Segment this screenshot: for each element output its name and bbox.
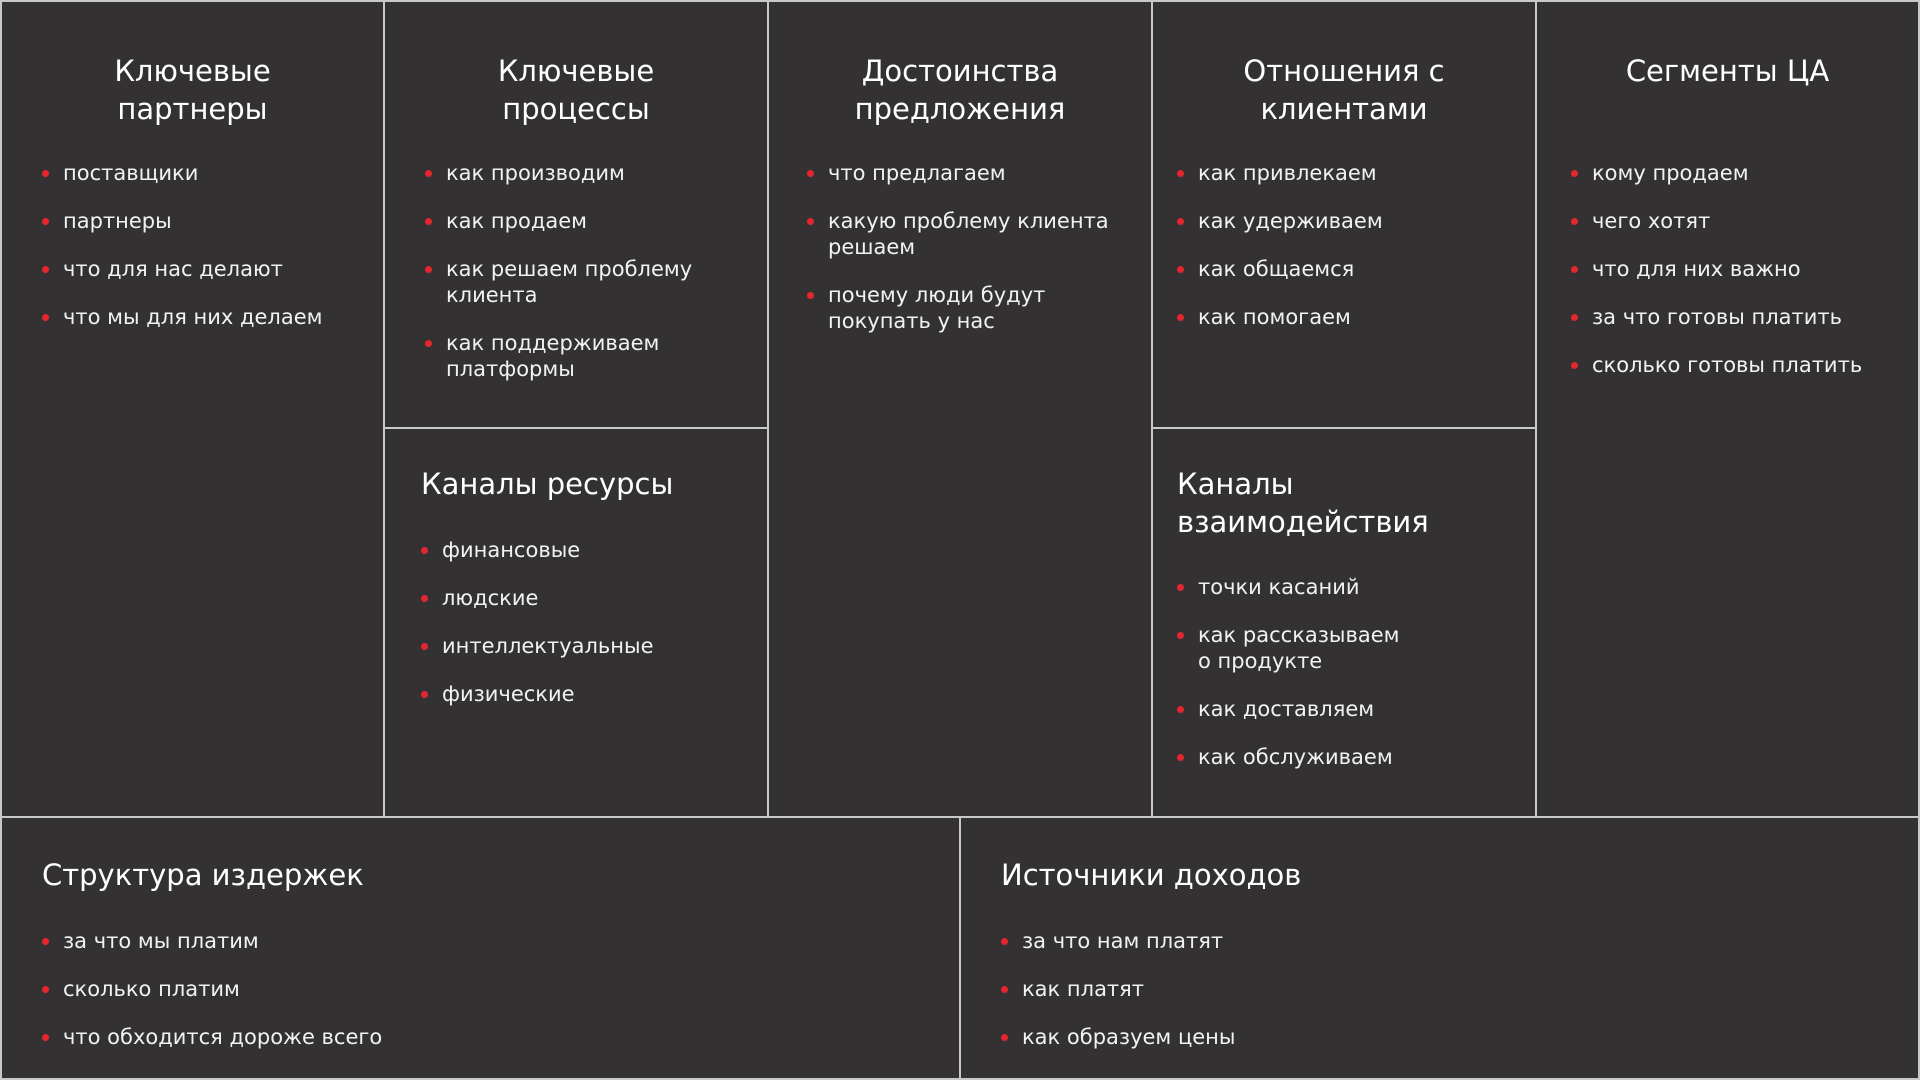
interaction-channels-block — [1151, 427, 1537, 818]
key-processes-title: Ключевые процессы — [497, 54, 655, 126]
list-item-text: какую проблему клиента решаем — [828, 209, 1109, 259]
list-item-text: как помогаем — [1198, 305, 1351, 329]
list-item — [42, 976, 949, 1002]
bullet-dot-icon — [1001, 1034, 1008, 1041]
list-item-text: кому продаем — [1592, 161, 1749, 185]
bullet-dot-icon — [807, 218, 814, 225]
bullet-dot-icon — [425, 266, 432, 273]
list-item — [807, 208, 1141, 260]
list-item — [421, 633, 757, 659]
list-item — [1177, 160, 1525, 186]
bullet-dot-icon — [42, 266, 49, 273]
list-item — [1571, 304, 1908, 330]
bullet-dot-icon — [42, 986, 49, 993]
bullet-dot-icon — [421, 595, 428, 602]
interaction-channels-list — [1177, 574, 1525, 792]
resource-channels-block — [383, 427, 769, 818]
list-item-text: за что нам платят — [1022, 929, 1224, 953]
list-item-text: как платят — [1022, 977, 1145, 1001]
bullet-dot-icon — [1177, 706, 1184, 713]
revenue-streams-block — [959, 816, 1920, 1080]
list-item — [1177, 256, 1525, 282]
key-partners-title: Ключевые партнеры — [114, 54, 271, 126]
revenue-streams-list — [1001, 928, 1908, 1072]
bullet-dot-icon — [1177, 218, 1184, 225]
list-item-text: как рассказываем о продукте — [1198, 623, 1400, 673]
list-item — [807, 160, 1141, 186]
list-item-text: что обходится дороже всего — [63, 1025, 383, 1049]
value-propositions-list — [807, 160, 1141, 356]
list-item-text: что для них важно — [1592, 257, 1801, 281]
cost-structure-block — [0, 816, 961, 1080]
bullet-dot-icon — [425, 340, 432, 347]
list-item — [1177, 696, 1525, 722]
bullet-dot-icon — [1571, 218, 1578, 225]
bullet-dot-icon — [42, 218, 49, 225]
list-item-text: как обслуживаем — [1198, 745, 1393, 769]
bullet-dot-icon — [1571, 314, 1578, 321]
list-item-text: что мы для них делаем — [63, 305, 323, 329]
list-item — [1571, 352, 1908, 378]
list-item — [1571, 256, 1908, 282]
list-item — [1571, 160, 1908, 186]
list-item — [1177, 304, 1525, 330]
list-item — [1177, 574, 1525, 600]
bullet-dot-icon — [807, 170, 814, 177]
list-item-text: как удерживаем — [1198, 209, 1383, 233]
resource-channels-title: Каналы ресурсы — [421, 467, 674, 501]
customer-relationships-title: Отношения с клиентами — [1243, 54, 1445, 126]
list-item-text: финансовые — [442, 538, 581, 562]
revenue-streams-title: Источники доходов — [1001, 858, 1302, 892]
list-item — [807, 282, 1141, 334]
list-item — [1001, 1024, 1908, 1050]
bullet-dot-icon — [807, 292, 814, 299]
bullet-dot-icon — [421, 691, 428, 698]
bullet-dot-icon — [1177, 632, 1184, 639]
bullet-dot-icon — [1571, 362, 1578, 369]
bullet-dot-icon — [425, 170, 432, 177]
list-item-text: точки касаний — [1198, 575, 1360, 599]
bullet-dot-icon — [1177, 170, 1184, 177]
list-item-text: за что готовы платить — [1592, 305, 1842, 329]
bullet-dot-icon — [42, 938, 49, 945]
list-item-text: интеллектуальные — [442, 634, 654, 658]
value-propositions-block — [767, 0, 1153, 818]
bullet-dot-icon — [1177, 314, 1184, 321]
list-item — [421, 537, 757, 563]
list-item — [425, 208, 757, 234]
list-item-text: что предлагаем — [828, 161, 1006, 185]
list-item-text: почему люди будут покупать у нас — [828, 283, 1046, 333]
list-item-text: как поддерживаем платформы — [446, 331, 660, 381]
key-processes-list — [425, 160, 757, 404]
list-item-text: поставщики — [63, 161, 199, 185]
bullet-dot-icon — [1177, 754, 1184, 761]
list-item-text: чего хотят — [1592, 209, 1711, 233]
list-item-text: физические — [442, 682, 575, 706]
key-processes-block — [383, 0, 769, 429]
interaction-channels-title: Каналы взаимодействия — [1177, 467, 1429, 539]
list-item-text: как производим — [446, 161, 625, 185]
list-item — [1177, 744, 1525, 770]
bullet-dot-icon — [421, 547, 428, 554]
value-propositions-title: Достоинства предложения — [854, 54, 1066, 126]
list-item — [42, 304, 373, 330]
list-item-text: за что мы платим — [63, 929, 259, 953]
bullet-dot-icon — [1001, 986, 1008, 993]
customer-segments-list — [1571, 160, 1908, 400]
list-item-text: как решаем проблему клиента — [446, 257, 693, 307]
list-item — [1177, 208, 1525, 234]
cost-structure-title: Структура издержек — [42, 858, 364, 892]
list-item-text: партнеры — [63, 209, 172, 233]
customer-relationships-block — [1151, 0, 1537, 429]
list-item-text: что для нас делают — [63, 257, 283, 281]
bullet-dot-icon — [42, 170, 49, 177]
key-partners-list — [42, 160, 373, 352]
list-item — [42, 928, 949, 954]
customer-relationships-list — [1177, 160, 1525, 352]
list-item — [1571, 208, 1908, 234]
list-item — [1001, 976, 1908, 1002]
bullet-dot-icon — [42, 1034, 49, 1041]
list-item-text: сколько готовы платить — [1592, 353, 1863, 377]
list-item-text: как образуем цены — [1022, 1025, 1236, 1049]
bullet-dot-icon — [1177, 584, 1184, 591]
cost-structure-list — [42, 928, 949, 1072]
bullet-dot-icon — [1571, 170, 1578, 177]
list-item-text: сколько платим — [63, 977, 240, 1001]
list-item — [1177, 622, 1525, 674]
customer-segments-block — [1535, 0, 1920, 818]
list-item — [42, 160, 373, 186]
list-item — [421, 681, 757, 707]
list-item-text: людские — [442, 586, 539, 610]
list-item-text: как общаемся — [1198, 257, 1355, 281]
list-item — [425, 256, 757, 308]
list-item — [42, 1024, 949, 1050]
customer-segments-title: Сегменты ЦА — [1625, 54, 1830, 88]
list-item — [1001, 928, 1908, 954]
list-item — [42, 208, 373, 234]
bullet-dot-icon — [425, 218, 432, 225]
bullet-dot-icon — [42, 314, 49, 321]
bullet-dot-icon — [421, 643, 428, 650]
resource-channels-list — [421, 537, 757, 729]
list-item-text: как доставляем — [1198, 697, 1375, 721]
list-item — [421, 585, 757, 611]
list-item-text: как привлекаем — [1198, 161, 1377, 185]
key-partners-block — [0, 0, 385, 818]
bullet-dot-icon — [1571, 266, 1578, 273]
list-item — [42, 256, 373, 282]
list-item-text: как продаем — [446, 209, 587, 233]
list-item — [425, 160, 757, 186]
bullet-dot-icon — [1177, 266, 1184, 273]
bullet-dot-icon — [1001, 938, 1008, 945]
list-item — [425, 330, 757, 382]
